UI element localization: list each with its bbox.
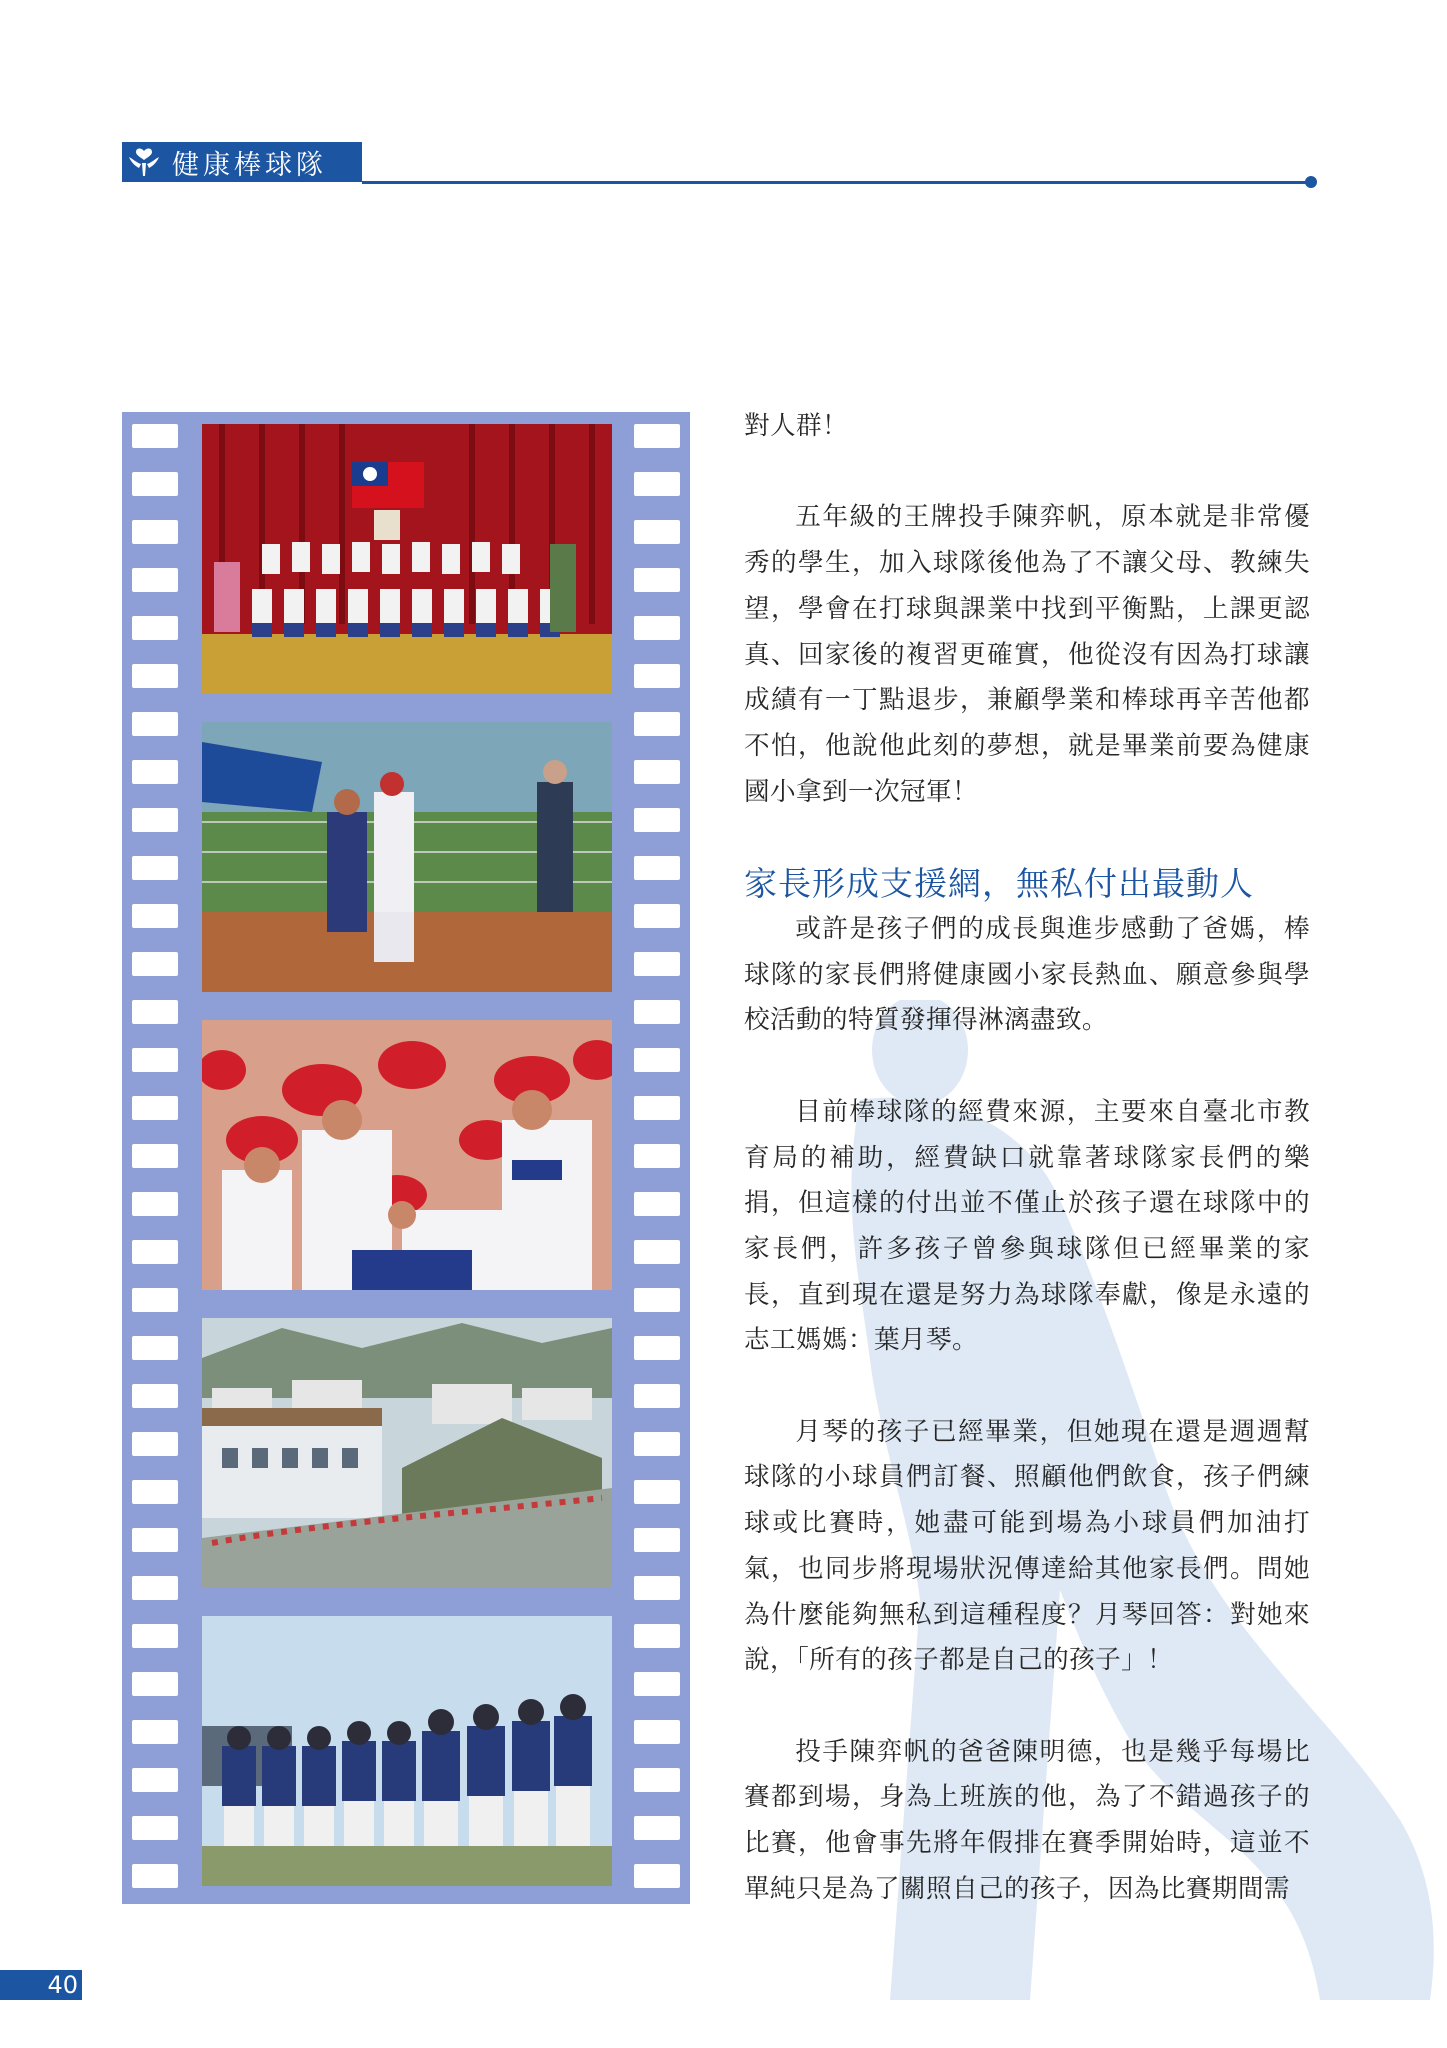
paragraph-continuation: 對人群！	[744, 411, 848, 441]
paragraph-pitcher: 五年級的王牌投手陳弈帆，原本就是非常優秀的學生，加入球隊後他為了不讓父母、教練失望，學會在打球與課業中找到平衡點，上課更認真、回家後的複習更確實，他從沒有因為打球讓成績有一丁點退步，兼顧學業和棒球再辛苦他都不怕，他說他此刻的夢想，就是畢業前要為健康國小拿到一次冠軍！	[744, 502, 1310, 807]
pitcher-catcher-photo	[202, 722, 612, 992]
paragraph-funding: 目前棒球隊的經費來源，主要來自臺北市教育局的補助，經費缺口就靠著球隊家長們的樂捐，但這樣的付出並不僅止於孩子還在球隊中的家長們，許多孩子曾參與球隊但已經畢業的家長，直到現在還是努力為球隊奉獻，像是永遠的志工媽媽：葉月琴。	[744, 1096, 1310, 1356]
film-sprocket-holes-left	[132, 424, 178, 1912]
team-huddle-photo	[202, 1020, 612, 1290]
team-back-view-photo	[202, 1616, 612, 1886]
film-strip	[122, 412, 690, 1904]
town-field-photo	[202, 1318, 612, 1588]
section-heading: 家長形成支援網，無私付出最動人	[744, 864, 1254, 903]
article-body	[744, 404, 1310, 1958]
paragraph-father: 投手陳弈帆的爸爸陳明德，也是幾乎每場比賽都到場，身為上班族的他，為了不錯過孩子的比賽，他會事先將年假排在賽季開始時，這並不單純只是為了關照自己的孩子，因為比賽期間需	[744, 1736, 1310, 1904]
paragraph-volunteer-mom: 月琴的孩子已經畢業，但她現在還是週週幫球隊的小球員們訂餐、照顧他們飲食，孩子們練球或比賽時，她盡可能到場為小球員們加油打氣，也同步將現場狀況傳達給其他家長們。問她為什麼能夠無私到這種程度？月琴回答：對她來說，「所有的孩子都是自己的孩子」！	[744, 1416, 1310, 1676]
dove-hands-icon	[122, 142, 166, 182]
header-divider-dot	[1305, 176, 1317, 188]
section-title: 健康棒球隊	[172, 149, 327, 181]
paragraph-parents: 或許是孩子們的成長與進步感動了爸媽，棒球隊的家長們將健康國小家長熱血、願意參與學校活動的特質發揮得淋漓盡致。	[744, 914, 1310, 1036]
section-header-tag	[122, 142, 362, 182]
film-sprocket-holes-right	[634, 424, 680, 1912]
page-number: 40	[0, 1970, 82, 2000]
team-on-stage-photo	[202, 424, 612, 694]
header-divider	[362, 181, 1312, 184]
